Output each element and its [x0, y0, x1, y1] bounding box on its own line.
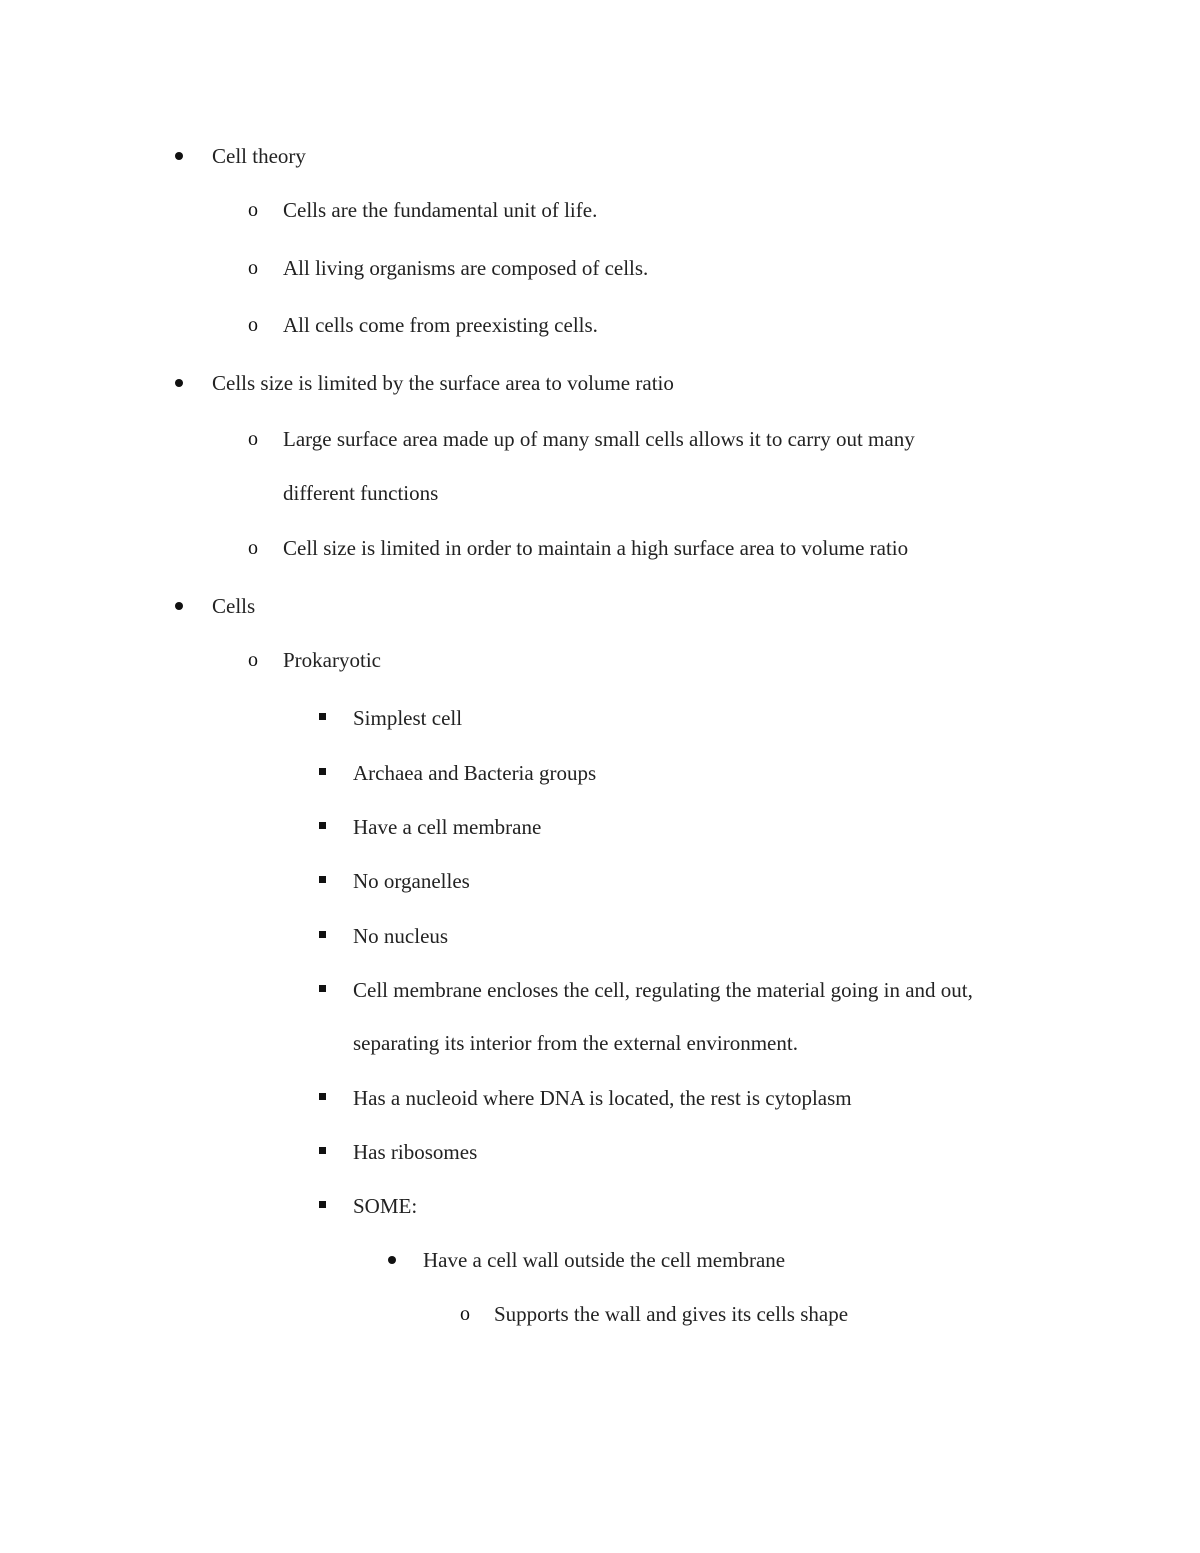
list-item-continuation: different functions	[283, 481, 439, 505]
list-item-continuation: separating its interior from the external environment.	[353, 1031, 798, 1055]
square-marker	[319, 1201, 326, 1208]
list-item: Have a cell wall outside the cell membrane	[423, 1248, 786, 1272]
square-marker	[319, 1147, 326, 1154]
list-item: Simplest cell	[353, 706, 463, 730]
square-marker	[319, 931, 326, 938]
bullet-marker	[175, 152, 183, 160]
list-item: Cells size is limited by the surface area to volume ratio	[212, 371, 674, 395]
list-item: All cells come from preexisting cells.	[283, 313, 598, 337]
square-marker	[319, 985, 326, 992]
circle-marker: o	[248, 257, 258, 279]
list-item: Prokaryotic	[283, 648, 381, 672]
list-item: Has ribosomes	[353, 1140, 478, 1164]
bullet-marker	[388, 1256, 396, 1264]
square-marker	[319, 713, 326, 720]
list-item: Cell theory	[212, 144, 306, 168]
list-item: Cells are the fundamental unit of life.	[283, 198, 598, 222]
bullet-marker	[175, 602, 183, 610]
list-item: All living organisms are composed of cells.	[283, 256, 649, 280]
list-item: SOME:	[353, 1194, 418, 1218]
bullet-marker	[175, 379, 183, 387]
square-marker	[319, 1093, 326, 1100]
list-item: Large surface area made up of many small cells allows it to carry out many	[283, 427, 915, 451]
list-item: No organelles	[353, 869, 470, 893]
list-item: Have a cell membrane	[353, 815, 542, 839]
circle-marker: o	[460, 1303, 470, 1325]
list-item: No nucleus	[353, 924, 449, 948]
list-item: Cells	[212, 594, 256, 618]
list-item: Has a nucleoid where DNA is located, the rest is cytoplasm	[353, 1086, 852, 1110]
circle-marker: o	[248, 649, 258, 671]
square-marker	[319, 822, 326, 829]
circle-marker: o	[248, 314, 258, 336]
list-item: Cell size is limited in order to maintain a high surface area to volume ratio	[283, 536, 909, 560]
square-marker	[319, 768, 326, 775]
list-item: Archaea and Bacteria groups	[353, 761, 597, 785]
list-item: Cell membrane encloses the cell, regulating the material going in and out,	[353, 978, 973, 1002]
circle-marker: o	[248, 428, 258, 450]
circle-marker: o	[248, 537, 258, 559]
circle-marker: o	[248, 199, 258, 221]
square-marker	[319, 876, 326, 883]
list-item: Supports the wall and gives its cells shape	[494, 1302, 849, 1326]
